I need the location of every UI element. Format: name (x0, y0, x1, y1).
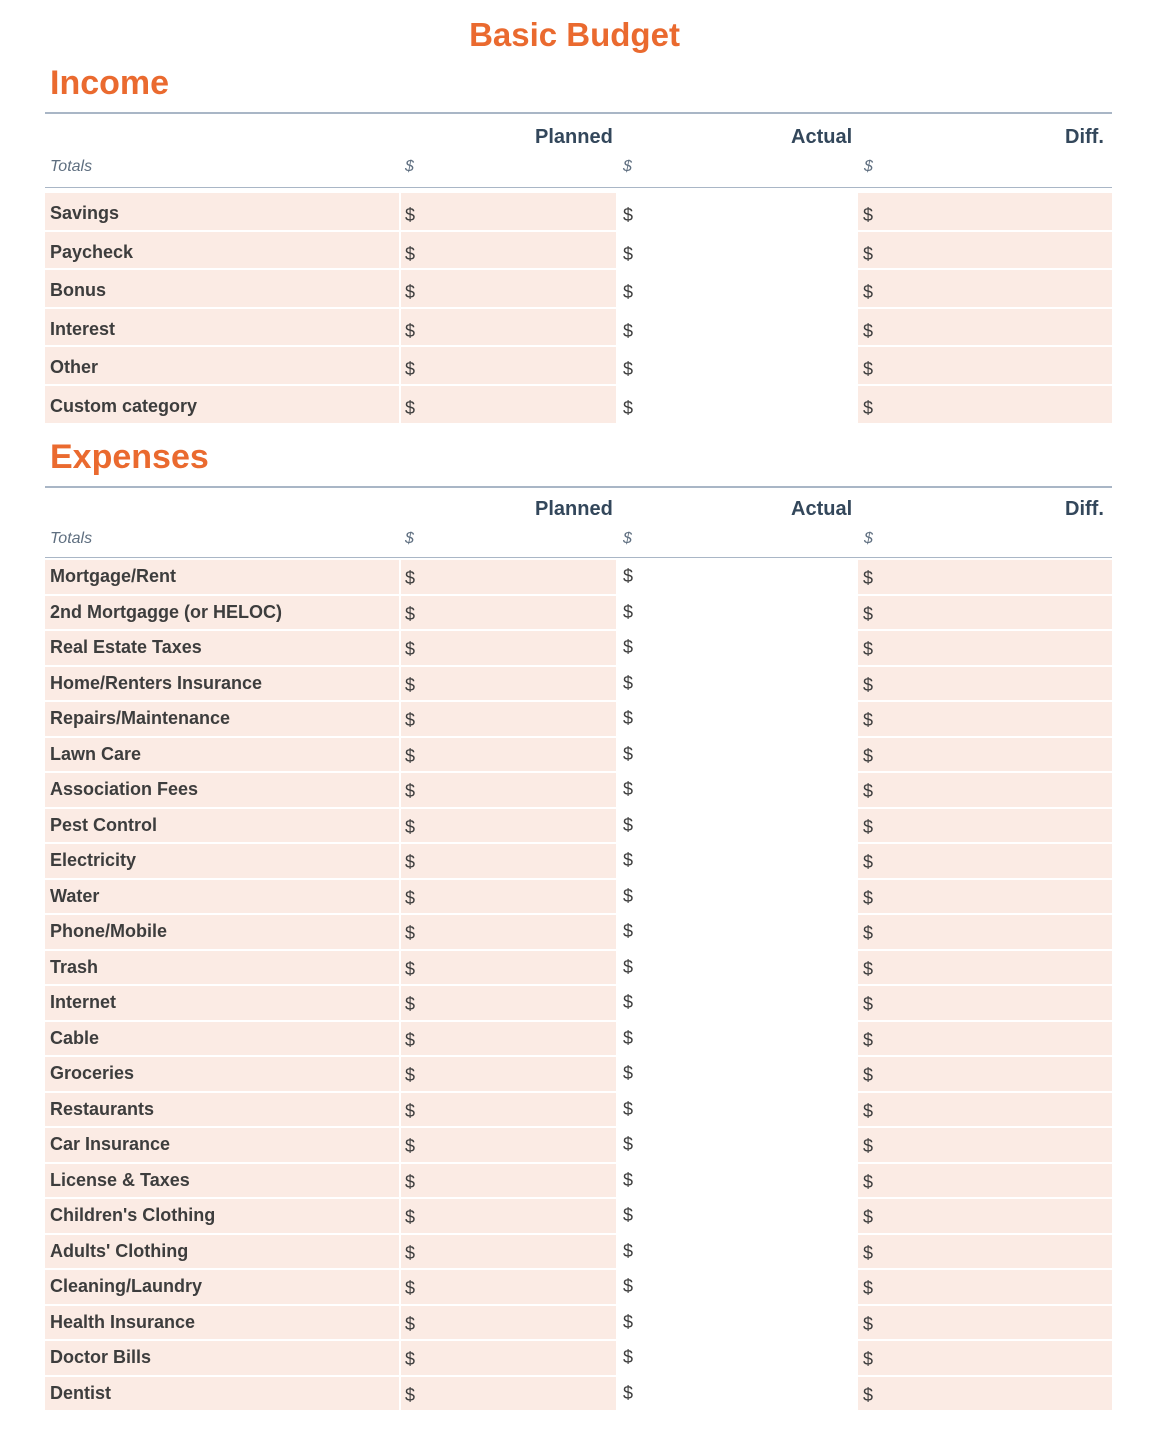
actual-amount-cell[interactable] (618, 347, 856, 384)
row-label-cell (45, 1341, 399, 1375)
planned-amount-cell[interactable] (401, 702, 616, 736)
actual-amount-cell[interactable] (618, 1164, 856, 1198)
row-label-cell (45, 232, 399, 269)
planned-currency-symbol: $ (405, 282, 416, 303)
row-label: Dentist (50, 1382, 112, 1403)
diff-amount-cell (858, 1057, 1112, 1091)
diff-amount-cell (858, 667, 1112, 701)
row-label: License & Taxes (50, 1169, 190, 1190)
actual-amount-cell[interactable] (618, 1341, 856, 1375)
row-label-cell (45, 1128, 399, 1162)
diff-amount-cell (858, 386, 1112, 423)
row-label-cell (45, 667, 399, 701)
income-totals-actual-currency: $ (623, 158, 632, 175)
actual-currency-symbol: $ (623, 243, 634, 264)
diff-currency-symbol: $ (863, 1349, 874, 1369)
actual-amount-cell[interactable] (618, 309, 856, 346)
planned-amount-cell[interactable] (401, 1057, 616, 1091)
table-row (45, 1199, 1112, 1235)
diff-currency-symbol: $ (863, 1384, 874, 1405)
diff-amount-cell (858, 702, 1112, 736)
table-row (45, 270, 1112, 309)
table-row (45, 1306, 1112, 1342)
planned-amount-cell[interactable] (401, 631, 616, 665)
planned-currency-symbol: $ (405, 958, 416, 979)
diff-amount-cell (858, 1270, 1112, 1304)
actual-currency-symbol: $ (623, 708, 634, 728)
row-label: Repairs/Maintenance (50, 708, 231, 728)
actual-currency-symbol: $ (623, 1311, 634, 1332)
planned-currency-symbol: $ (405, 887, 416, 908)
diff-amount-cell (858, 232, 1112, 269)
actual-currency-symbol: $ (623, 779, 634, 799)
table-row (45, 347, 1112, 386)
planned-currency-symbol: $ (405, 852, 416, 872)
table-row (45, 1341, 1112, 1377)
actual-currency-symbol: $ (623, 1205, 634, 1225)
row-label-cell (45, 1093, 399, 1127)
diff-currency-symbol: $ (863, 674, 874, 695)
diff-currency-symbol: $ (863, 1065, 874, 1085)
row-label-cell (45, 193, 399, 230)
income-section-title: Income (50, 64, 170, 102)
diff-currency-symbol: $ (863, 603, 874, 624)
actual-currency-symbol: $ (623, 1027, 634, 1048)
actual-currency-symbol: $ (623, 1347, 634, 1367)
row-label-cell (45, 880, 399, 914)
planned-amount-cell[interactable] (401, 596, 616, 630)
diff-currency-symbol: $ (863, 1171, 874, 1192)
diff-currency-symbol: $ (863, 243, 874, 264)
row-label: Real Estate Taxes (50, 637, 202, 657)
row-label: Health Insurance (50, 1311, 196, 1332)
row-label-cell (45, 1377, 399, 1411)
planned-amount-cell[interactable] (401, 1235, 616, 1269)
actual-amount-cell[interactable] (618, 667, 856, 701)
actual-amount-cell[interactable] (618, 951, 856, 985)
actual-amount-cell[interactable] (618, 270, 856, 307)
row-label-cell (45, 1306, 399, 1340)
diff-amount-cell (858, 347, 1112, 384)
row-label-cell (45, 738, 399, 772)
actual-currency-symbol: $ (623, 1382, 634, 1403)
row-label-cell (45, 844, 399, 878)
income-planned-header: Planned (535, 126, 613, 148)
row-label: Association Fees (50, 779, 199, 799)
table-row (45, 560, 1112, 596)
row-label: Car Insurance (50, 1134, 171, 1154)
row-label-cell (45, 1022, 399, 1056)
actual-currency-symbol: $ (623, 1276, 634, 1296)
row-label: Savings (50, 203, 120, 223)
diff-amount-cell (858, 309, 1112, 346)
planned-amount-cell[interactable] (401, 986, 616, 1020)
income-totals-label: Totals (50, 158, 93, 175)
table-row (45, 809, 1112, 845)
diff-amount-cell (858, 193, 1112, 230)
row-label-cell (45, 386, 399, 423)
diff-amount-cell (858, 1341, 1112, 1375)
row-label-cell (45, 560, 399, 594)
actual-currency-symbol: $ (623, 359, 634, 380)
actual-amount-cell[interactable] (618, 738, 856, 772)
income-actual-header: Actual (791, 126, 853, 148)
row-label: Bonus (50, 280, 106, 301)
planned-currency-symbol: $ (405, 1242, 416, 1263)
planned-amount-cell[interactable] (401, 773, 616, 807)
diff-amount-cell (858, 773, 1112, 807)
expenses-diff-header: Diff. (1065, 498, 1104, 520)
diff-amount-cell (858, 596, 1112, 630)
actual-amount-cell[interactable] (618, 1128, 856, 1162)
diff-currency-symbol: $ (863, 205, 874, 225)
planned-currency-symbol: $ (405, 1278, 416, 1298)
diff-currency-symbol: $ (863, 359, 874, 380)
actual-amount-cell[interactable] (618, 844, 856, 878)
table-row (45, 1093, 1112, 1129)
diff-currency-symbol: $ (863, 745, 874, 766)
actual-amount-cell[interactable] (618, 1093, 856, 1127)
row-label: Paycheck (50, 241, 134, 262)
actual-amount-cell[interactable] (618, 1377, 856, 1411)
actual-currency-symbol: $ (623, 1098, 634, 1119)
planned-currency-symbol: $ (405, 781, 416, 801)
table-row (45, 667, 1112, 703)
actual-amount-cell[interactable] (618, 880, 856, 914)
row-label: Electricity (50, 850, 137, 870)
planned-amount-cell[interactable] (401, 386, 616, 423)
row-label-cell (45, 347, 399, 384)
actual-currency-symbol: $ (623, 956, 634, 977)
planned-currency-symbol: $ (405, 1349, 416, 1369)
actual-amount-cell[interactable] (618, 809, 856, 843)
actual-currency-symbol: $ (623, 1063, 634, 1083)
expenses-totals-label: Totals (50, 530, 93, 547)
diff-amount-cell (858, 809, 1112, 843)
actual-amount-cell[interactable] (618, 193, 856, 230)
row-label-cell (45, 951, 399, 985)
planned-amount-cell[interactable] (401, 844, 616, 878)
row-label: Trash (50, 956, 99, 977)
row-label: Phone/Mobile (50, 921, 167, 941)
income-top-divider (45, 112, 1112, 114)
actual-currency-symbol: $ (623, 992, 634, 1012)
planned-currency-symbol: $ (405, 1313, 416, 1334)
diff-currency-symbol: $ (863, 887, 874, 908)
planned-currency-symbol: $ (405, 745, 416, 766)
planned-currency-symbol: $ (405, 1065, 416, 1085)
row-label-cell (45, 1199, 399, 1233)
planned-amount-cell[interactable] (401, 309, 616, 346)
diff-amount-cell (858, 270, 1112, 307)
table-row (45, 773, 1112, 809)
row-label: 2nd Mortgagge (or HELOC) (50, 601, 282, 622)
actual-amount-cell[interactable] (618, 1306, 856, 1340)
table-row (45, 915, 1112, 951)
actual-amount-cell[interactable] (618, 702, 856, 736)
planned-amount-cell[interactable] (401, 193, 616, 230)
expenses-totals-actual-currency: $ (623, 530, 632, 547)
diff-amount-cell (858, 1128, 1112, 1162)
planned-currency-symbol: $ (405, 320, 416, 341)
diff-currency-symbol: $ (863, 568, 874, 588)
income-totals-divider (45, 187, 1112, 188)
diff-currency-symbol: $ (863, 1207, 874, 1227)
planned-amount-cell[interactable] (401, 1093, 616, 1127)
actual-currency-symbol: $ (623, 320, 634, 341)
diff-amount-cell (858, 1377, 1112, 1411)
planned-currency-symbol: $ (405, 1136, 416, 1156)
row-label: Lawn Care (50, 743, 142, 764)
diff-currency-symbol: $ (863, 1100, 874, 1121)
table-row (45, 951, 1112, 987)
income-totals-planned-currency: $ (405, 158, 414, 175)
actual-currency-symbol: $ (623, 398, 634, 418)
table-row (45, 738, 1112, 774)
row-label: Mortgage/Rent (50, 566, 176, 586)
diff-currency-symbol: $ (863, 710, 874, 730)
actual-amount-cell[interactable] (618, 596, 856, 630)
diff-amount-cell (858, 1093, 1112, 1127)
actual-amount-cell[interactable] (618, 915, 856, 949)
actual-currency-symbol: $ (623, 282, 634, 303)
planned-currency-symbol: $ (405, 1029, 416, 1050)
row-label-cell (45, 309, 399, 346)
diff-currency-symbol: $ (863, 852, 874, 872)
actual-currency-symbol: $ (623, 1134, 634, 1154)
planned-amount-cell[interactable] (401, 1377, 616, 1411)
planned-currency-symbol: $ (405, 568, 416, 588)
row-label-cell (45, 915, 399, 949)
diff-currency-symbol: $ (863, 781, 874, 801)
planned-amount-cell[interactable] (401, 1270, 616, 1304)
row-label-cell (45, 986, 399, 1020)
row-label-cell (45, 596, 399, 630)
diff-amount-cell (858, 1306, 1112, 1340)
actual-currency-symbol: $ (623, 566, 634, 586)
row-label-cell (45, 1235, 399, 1269)
diff-currency-symbol: $ (863, 1029, 874, 1050)
diff-currency-symbol: $ (863, 398, 874, 418)
planned-currency-symbol: $ (405, 923, 416, 943)
planned-amount-cell[interactable] (401, 1199, 616, 1233)
expenses-totals-divider (45, 557, 1112, 558)
diff-amount-cell (858, 986, 1112, 1020)
actual-currency-symbol: $ (623, 1240, 634, 1261)
planned-currency-symbol: $ (405, 398, 416, 418)
actual-currency-symbol: $ (623, 814, 634, 835)
actual-amount-cell[interactable] (618, 1057, 856, 1091)
row-label: Children's Clothing (50, 1205, 216, 1225)
actual-currency-symbol: $ (623, 672, 634, 693)
planned-currency-symbol: $ (405, 1171, 416, 1192)
row-label: Adults' Clothing (50, 1240, 189, 1261)
planned-amount-cell[interactable] (401, 1128, 616, 1162)
actual-currency-symbol: $ (623, 743, 634, 764)
row-label-cell (45, 809, 399, 843)
table-row (45, 1057, 1112, 1093)
diff-currency-symbol: $ (863, 282, 874, 303)
actual-amount-cell[interactable] (618, 773, 856, 807)
table-row (45, 309, 1112, 348)
planned-amount-cell[interactable] (401, 738, 616, 772)
planned-amount-cell[interactable] (401, 667, 616, 701)
diff-amount-cell (858, 1022, 1112, 1056)
expenses-section-title: Expenses (50, 438, 209, 476)
table-row (45, 880, 1112, 916)
planned-amount-cell[interactable] (401, 1164, 616, 1198)
diff-currency-symbol: $ (863, 639, 874, 659)
income-diff-header: Diff. (1065, 126, 1104, 148)
row-label: Doctor Bills (50, 1347, 152, 1367)
row-label: Custom category (50, 396, 198, 416)
actual-amount-cell[interactable] (618, 560, 856, 594)
table-row (45, 631, 1112, 667)
table-row (45, 1128, 1112, 1164)
actual-currency-symbol: $ (623, 205, 634, 225)
row-label-cell (45, 270, 399, 307)
diff-currency-symbol: $ (863, 958, 874, 979)
diff-amount-cell (858, 631, 1112, 665)
diff-currency-symbol: $ (863, 994, 874, 1014)
row-label: Water (50, 885, 100, 906)
expenses-totals-diff-currency: $ (864, 530, 873, 547)
table-row (45, 232, 1112, 271)
planned-currency-symbol: $ (405, 639, 416, 659)
table-row (45, 1235, 1112, 1271)
planned-currency-symbol: $ (405, 994, 416, 1014)
planned-amount-cell[interactable] (401, 1022, 616, 1056)
planned-currency-symbol: $ (405, 243, 416, 264)
planned-currency-symbol: $ (405, 1100, 416, 1121)
row-label: Home/Renters Insurance (50, 672, 263, 693)
row-label: Cleaning/Laundry (50, 1276, 203, 1296)
table-row (45, 193, 1112, 232)
actual-amount-cell[interactable] (618, 631, 856, 665)
diff-amount-cell (858, 915, 1112, 949)
expenses-actual-header: Actual (791, 498, 853, 520)
planned-amount-cell[interactable] (401, 915, 616, 949)
actual-amount-cell[interactable] (618, 1235, 856, 1269)
diff-currency-symbol: $ (863, 1242, 874, 1263)
expenses-planned-header: Planned (535, 498, 613, 520)
diff-currency-symbol: $ (863, 1278, 874, 1298)
actual-amount-cell[interactable] (618, 986, 856, 1020)
row-label: Other (50, 357, 99, 378)
table-row (45, 702, 1112, 738)
row-label-cell (45, 773, 399, 807)
expenses-top-divider (45, 486, 1112, 488)
planned-currency-symbol: $ (405, 816, 416, 837)
actual-amount-cell[interactable] (618, 1199, 856, 1233)
diff-amount-cell (858, 844, 1112, 878)
row-label-cell (45, 631, 399, 665)
actual-currency-symbol: $ (623, 885, 634, 906)
planned-amount-cell[interactable] (401, 347, 616, 384)
table-row (45, 986, 1112, 1022)
planned-currency-symbol: $ (405, 710, 416, 730)
actual-currency-symbol: $ (623, 1169, 634, 1190)
page-title: Basic Budget (469, 16, 680, 53)
expenses-totals-planned-currency: $ (405, 530, 414, 547)
table-row (45, 1377, 1112, 1413)
actual-amount-cell[interactable] (618, 386, 856, 423)
planned-amount-cell[interactable] (401, 1306, 616, 1340)
row-label-cell (45, 1270, 399, 1304)
row-label: Interest (50, 318, 116, 339)
planned-amount-cell[interactable] (401, 232, 616, 269)
row-label: Restaurants (50, 1098, 155, 1119)
planned-amount-cell[interactable] (401, 951, 616, 985)
planned-amount-cell[interactable] (401, 560, 616, 594)
diff-currency-symbol: $ (863, 320, 874, 341)
planned-amount-cell[interactable] (401, 1341, 616, 1375)
row-label-cell (45, 702, 399, 736)
table-row (45, 844, 1112, 880)
diff-amount-cell (858, 1199, 1112, 1233)
actual-currency-symbol: $ (623, 850, 634, 870)
planned-currency-symbol: $ (405, 603, 416, 624)
planned-currency-symbol: $ (405, 674, 416, 695)
table-row (45, 1022, 1112, 1058)
planned-amount-cell[interactable] (401, 809, 616, 843)
income-totals-diff-currency: $ (864, 158, 873, 175)
diff-currency-symbol: $ (863, 1313, 874, 1334)
actual-amount-cell[interactable] (618, 1270, 856, 1304)
actual-currency-symbol: $ (623, 637, 634, 657)
table-row (45, 1270, 1112, 1306)
row-label: Internet (50, 992, 117, 1012)
diff-amount-cell (858, 1235, 1112, 1269)
planned-currency-symbol: $ (405, 1384, 416, 1405)
actual-amount-cell[interactable] (618, 232, 856, 269)
planned-currency-symbol: $ (405, 1207, 416, 1227)
planned-currency-symbol: $ (405, 359, 416, 380)
actual-currency-symbol: $ (623, 921, 634, 941)
planned-amount-cell[interactable] (401, 270, 616, 307)
planned-amount-cell[interactable] (401, 880, 616, 914)
diff-currency-symbol: $ (863, 816, 874, 837)
row-label-cell (45, 1164, 399, 1198)
row-label: Cable (50, 1027, 100, 1048)
row-label: Groceries (50, 1063, 135, 1083)
diff-currency-symbol: $ (863, 923, 874, 943)
diff-amount-cell (858, 1164, 1112, 1198)
actual-amount-cell[interactable] (618, 1022, 856, 1056)
table-row (45, 1164, 1112, 1200)
actual-currency-symbol: $ (623, 601, 634, 622)
table-row (45, 596, 1112, 632)
diff-amount-cell (858, 951, 1112, 985)
planned-currency-symbol: $ (405, 205, 416, 225)
diff-amount-cell (858, 880, 1112, 914)
row-label: Pest Control (50, 814, 158, 835)
row-label-cell (45, 1057, 399, 1091)
diff-amount-cell (858, 738, 1112, 772)
diff-currency-symbol: $ (863, 1136, 874, 1156)
diff-amount-cell (858, 560, 1112, 594)
table-row (45, 386, 1112, 425)
